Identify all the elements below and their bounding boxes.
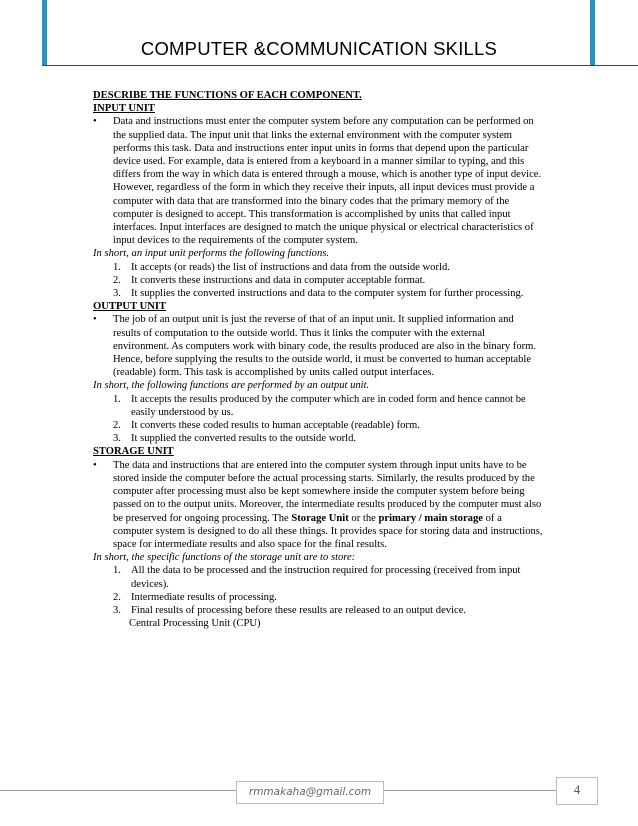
- input-unit-bullet: [93, 115, 543, 247]
- storage-unit-paragraph: [113, 459, 543, 551]
- document-body: [93, 89, 543, 630]
- list-item: [93, 274, 543, 287]
- storage-unit-heading: STORAGE UNIT: [93, 446, 174, 458]
- list-text: It supplied the converted results to the outside world.: [131, 433, 357, 445]
- bullet-mark: •: [93, 314, 97, 326]
- list-number: 1.: [113, 261, 121, 273]
- output-unit-list: [93, 393, 543, 446]
- list-text: It accepts the results produced by the computer which are in coded form and hence cannot be easily understood by us.: [131, 393, 526, 418]
- output-unit-intro: In short, the following functions are performed by an output unit.: [93, 380, 370, 392]
- list-text: It converts these coded results to human acceptable (readable) form.: [131, 420, 420, 432]
- storage-unit-intro: In short, the specific functions of the storage unit are to store:: [93, 552, 356, 564]
- list-text: It accepts (or reads) the list of instructions and data from the outside world.: [131, 261, 450, 273]
- list-item: [93, 564, 543, 590]
- footer-email: rmmakaha@gmail.com: [236, 781, 384, 804]
- list-item: [93, 419, 543, 432]
- list-text: It converts these instructions and data in computer acceptable format.: [131, 274, 426, 286]
- input-unit-heading: INPUT UNIT: [93, 103, 155, 115]
- list-number: 3.: [113, 288, 121, 300]
- page-number: 4: [556, 777, 598, 805]
- list-number: 2.: [113, 274, 121, 286]
- list-item: [93, 591, 543, 604]
- list-text: Final results of processing before these results are released to an output device.: [131, 604, 467, 616]
- page-header-title: COMPUTER &COMMUNICATION SKILLS: [140, 38, 498, 59]
- bullet-mark: •: [93, 116, 97, 128]
- bullet-mark: •: [93, 459, 97, 471]
- input-unit-list: [93, 261, 543, 301]
- paragraph-text: of a computer system is designed to do all these things. It provides space for storing data and instructions, space for intermediate results and also space for the final results.: [113, 512, 543, 550]
- storage-unit-bullet: [93, 459, 543, 551]
- footer-rule-left: [0, 790, 236, 791]
- list-number: 3.: [113, 604, 121, 616]
- input-unit-intro: In short, an input unit performs the following functions.: [93, 248, 330, 260]
- paragraph-text: or the: [348, 512, 379, 524]
- list-item: [93, 604, 543, 617]
- output-unit-paragraph: The job of an output unit is just the reverse of that of an input unit. It supplied information and results of computation to the outside world. Thus it links the computer with the external environment. As computers work with binary code, the results produced are also in the binary form. Hence, before supplying the results to the outside world, it must be converted to human acceptable (readable) form. This task is accomplished by units called output interfaces.: [113, 314, 537, 379]
- list-number: 1.: [113, 393, 121, 405]
- list-text: Intermediate results of processing.: [131, 591, 277, 603]
- storage-unit-list: [93, 564, 543, 617]
- list-number: 2.: [113, 591, 121, 603]
- footer-rule-right: [384, 790, 556, 791]
- list-number: 1.: [113, 565, 121, 577]
- list-item: [93, 432, 543, 445]
- list-number: 3.: [113, 433, 121, 445]
- list-number: 2.: [113, 420, 121, 432]
- storage-unit-term: Storage Unit: [291, 512, 349, 524]
- header-divider: [42, 65, 638, 66]
- list-item: [93, 261, 543, 274]
- primary-storage-term: primary / main storage: [378, 512, 483, 524]
- list-item: [93, 287, 543, 300]
- cpu-heading-line: Central Processing Unit (CPU): [129, 618, 261, 630]
- paragraph-text: The data and instructions that are entered into the computer system through input units have to be stored inside the computer before the actual processing starts. Similarly, the results produced by the computer after processing must also be kept somewhere inside the computer system before being passed on to the output units. Moreover, the intermediate results produced by the computer must also be preserved for ongoing processing. The: [113, 459, 542, 524]
- list-text: It supplies the converted instructions and data to the computer system for further processing.: [131, 288, 524, 300]
- list-item: [93, 393, 543, 419]
- page-heading: DESCRIBE THE FUNCTIONS OF EACH COMPONENT.: [93, 90, 362, 101]
- list-text: All the data to be processed and the instruction required for processing (received from input devices).: [131, 565, 521, 590]
- output-unit-heading: OUTPUT UNIT: [93, 301, 167, 313]
- output-unit-bullet: [93, 313, 543, 379]
- input-unit-paragraph: Data and instructions must enter the computer system before any computation can be performed on the supplied data. The input unit that links the external environment with the computer system performs this task. Data and instructions enter input units in forms that depend upon the particular device used. For example, data is entered from a keyboard in a manner similar to typing, and this differs from the way in which data is entered through a mouse, which is another type of input device. However, regardless of the form in which they receive their inputs, all input devices must provide a computer with data that are transformed into the binary codes that the primary memory of the computer is designed to accept. This transformation is accomplished by units that called input interfaces. Input interfaces are designed to match the unique physical or electrical characteristics of input devices to the requirements of the computer system.: [113, 116, 542, 247]
